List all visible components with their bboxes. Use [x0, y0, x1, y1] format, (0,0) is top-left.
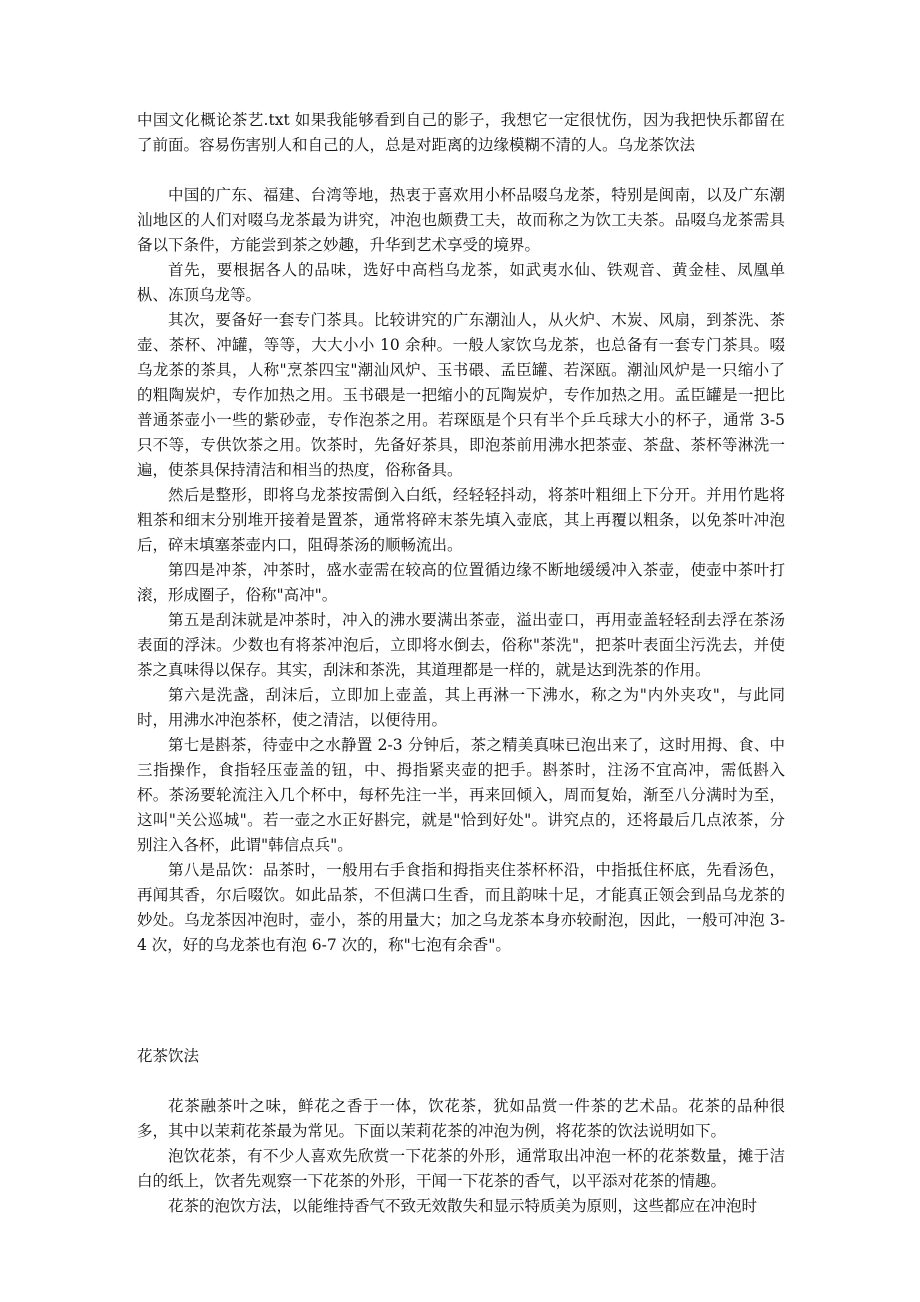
oolong-paragraph-1: 中国的广东、福建、台湾等地，热衷于喜欢用小杯品啜乌龙茶，特别是闽南，以及广东潮汕地区的人们对啜乌龙茶最为讲究，冲泡也颇费工夫，故而称之为饮工夫茶。品啜乌龙茶需具备以下条件，方能尝到茶之妙趣，升华到艺术享受的境界。 [137, 186, 785, 254]
flower-paragraph-1: 花茶融茶叶之味，鲜花之香于一体，饮花茶，犹如品赏一件茶的艺术品。花茶的品种很多，其中以茉莉花茶最为常见。下面以茉莉花茶的冲泡为例，将花茶的饮法说明如下。 [137, 1097, 785, 1140]
section-title-flower-tea: 花茶饮法 [137, 1047, 200, 1065]
section-spacer [137, 958, 785, 1044]
flower-paragraph-2: 泡饮花茶，有不少人喜欢先欣赏一下花茶的外形，通常取出冲泡一杯的花茶数量，摊于洁白的纸上，饮者先观察一下花茶的外形，干闻一下花茶的香气，以平添对花茶的情趣。 [137, 1147, 785, 1190]
oolong-paragraph-2: 首先，要根据各人的品味，选好中高档乌龙茶，如武夷水仙、铁观音、黄金桂、凤凰单枞、冻顶乌龙等。 [137, 261, 785, 304]
oolong-paragraph-3: 其次，要备好一套专门茶具。比较讲究的广东潮汕人，从火炉、木炭、风扇，到茶洗、茶壶、茶杯、冲罐，等等，大大小小 10 余种。一般人家饮乌龙茶，也总备有一套专门茶具。啜乌龙茶的茶具，人称"烹茶四宝"潮汕风炉、玉书碨、孟臣罐、若深瓯。潮汕风炉是一只缩小了的粗陶炭炉，专作加热之用。玉书碨是一把缩小的瓦陶炭炉，专作加热之用。孟臣罐是一把比普通茶壶小一些的紫砂壶，专作泡茶之用。若琛瓯是个只有半个乒乓球大小的杯子，通常 3-5 只不等，专供饮茶之用。饮茶时，先备好茶具，即泡茶前用沸水把茶壶、茶盘、茶杯等淋洗一遍，使茶具保持清洁和相当的热度，俗称备具。 [137, 311, 785, 479]
document-body [137, 108, 785, 1219]
oolong-paragraph-5: 第四是冲茶，冲茶时，盛水壶需在较高的位置循边缘不断地缓缓冲入茶壶，使壶中茶叶打滚，形成圈子，俗称"高冲"。 [137, 561, 785, 604]
oolong-paragraph-7: 第六是洗盏，刮沫后，立即加上壶盖，其上再淋一下沸水，称之为"内外夹攻"，与此同时，用沸水冲泡茶杯，使之清洁，以便待用。 [137, 686, 785, 729]
intro-text: 中国文化概论茶艺.txt 如果我能够看到自己的影子，我想它一定很忧伤，因为我把快乐都留在了前面。容易伤害别人和自己的人，总是对距离的边缘模糊不清的人。乌龙茶饮法 [137, 111, 785, 154]
oolong-paragraph-9: 第八是品饮：品茶时，一般用右手食指和拇指夹住茶杯杯沿，中指抵住杯底，先看汤色，再闻其香，尔后啜饮。如此品茶，不但满口生香，而且韵味十足，才能真正领会到品乌龙茶的妙处。乌龙茶因冲泡时，壶小，茶的用量大；加之乌龙茶本身亦较耐泡，因此，一般可冲泡 3-4 次，好的乌龙茶也有泡 6-7 次的，称"七泡有余香"。 [137, 861, 785, 954]
oolong-paragraph-4: 然后是整形，即将乌龙茶按需倒入白纸，经轻轻抖动，将茶叶粗细上下分开。并用竹匙将粗茶和细末分别堆开接着是置茶，通常将碎末茶先填入壶底，其上再覆以粗条，以免茶叶冲泡后，碎末填塞茶壶内口，阻碍茶汤的顺畅流出。 [137, 486, 785, 554]
oolong-paragraph-8: 第七是斟茶，待壶中之水静置 2-3 分钟后，茶之精美真味已泡出来了，这时用拇、食、中三指操作，食指轻压壶盖的钮，中、拇指紧夹壶的把手。斟茶时，注汤不宜高冲，需低斟入杯。茶汤要轮流注入几个杯中，每杯先注一半，再来回倾入，周而复始，渐至八分满时为至，这叫"关公巡城"。若一壶之水正好斟完，就是"恰到好处"。讲究点的，还将最后几点浓茶，分别注入各杯，此谓"韩信点兵"。 [137, 736, 785, 854]
flower-paragraph-3: 花茶的泡饮方法，以能维持香气不致无效散失和显示特质美为原则，这些都应在冲泡时 [168, 1197, 758, 1215]
oolong-paragraph-6: 第五是刮沫就是冲茶时，冲入的沸水要满出茶壶，溢出壶口，再用壶盖轻轻刮去浮在茶汤表面的浮沫。少数也有将茶冲泡后，立即将水倒去，俗称"茶洗"，把茶叶表面尘污洗去，并使茶之真味得以保存。其实，刮沫和茶洗，其道理都是一样的，就是达到洗茶的作用。 [137, 611, 785, 679]
